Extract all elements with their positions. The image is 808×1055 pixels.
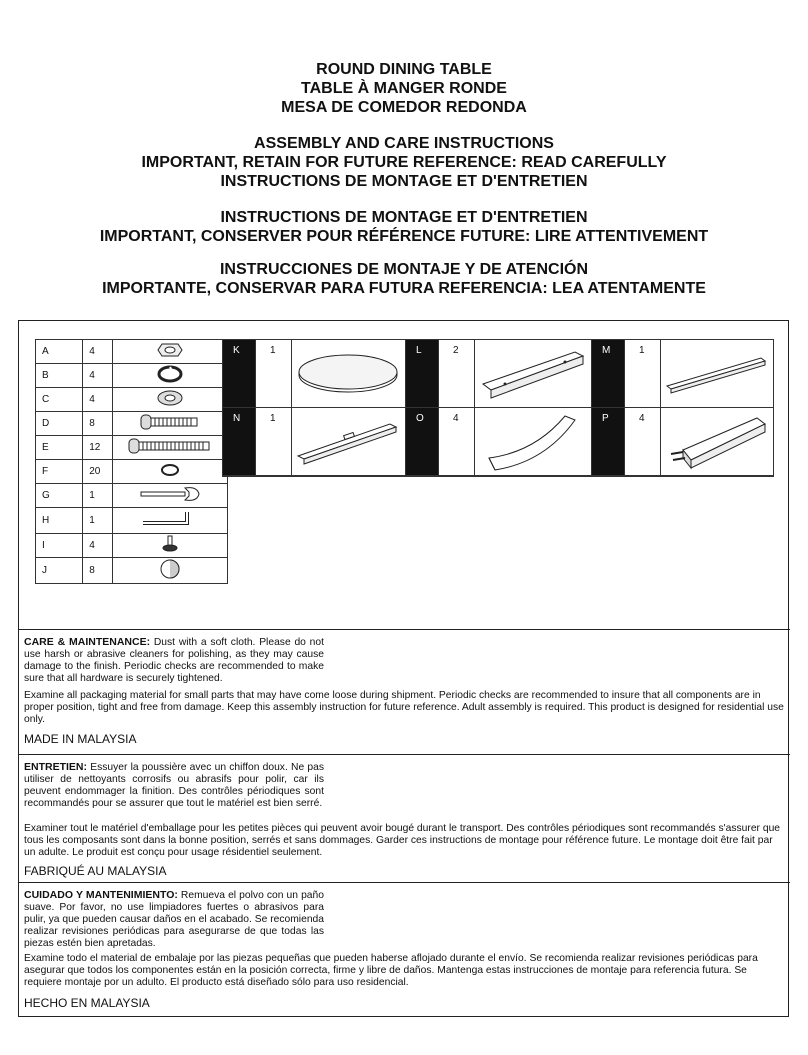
- hardware-letter: F: [36, 460, 83, 484]
- title-es: MESA DE COMEDOR REDONDA: [281, 99, 527, 116]
- origin-es: HECHO EN MALAYSIA: [24, 996, 150, 1010]
- care-text-es: Remueva el polvo con un paño suave. Por favor, no use limpiadores fuertes o abrasivos para pulir, ya que pueden causar daños en el acabado. Se recomienda realizar revisiones periódicas para asegurarse de que todas las piezas estén bien apretadas.: [24, 890, 324, 949]
- hardware-letter: C: [36, 388, 83, 412]
- lock-washer-icon: [155, 364, 185, 384]
- care-text-fr: Essuyer la poussière avec un chiffon doux. Ne pas utiliser de nettoyants corrosifs ou abrasifs pour polir, car ils peuvent endommager la finition. Des contrôles périodiques sont recommandés pour se assurer que tout le matériel est bien serré.: [24, 762, 324, 809]
- instructions-frame: [18, 320, 789, 1017]
- hardware-letter: E: [36, 436, 83, 460]
- part-qty: 4: [639, 413, 645, 424]
- part-letter: O: [416, 413, 424, 424]
- origin-en: MADE IN MALAYSIA: [24, 732, 137, 746]
- curved-bracket-icon: [475, 408, 590, 474]
- parts-grid: [222, 339, 774, 477]
- hardware-table: [35, 339, 228, 584]
- hex-nut-icon: [155, 340, 185, 360]
- center-brace-icon: [292, 408, 404, 474]
- care-section-fr: [19, 754, 790, 882]
- care-lead-es: [24, 889, 324, 950]
- title-fr: TABLE À MANGER RONDE: [301, 80, 507, 97]
- hardware-letter: I: [36, 534, 83, 558]
- part-qty-cell: [439, 408, 475, 476]
- part-letter-cell: [406, 340, 439, 408]
- hardware-letter: D: [36, 412, 83, 436]
- care-text-en: Dust with a soft cloth. Please do not use harsh or abrasive cleaners for polishing, as they may cause damage to the finish. Periodic checks are recommended to make sure that all hardware is securely tightened.: [24, 637, 324, 684]
- flat-washer-icon: [155, 388, 185, 408]
- part-image-cell: [661, 340, 773, 408]
- hardware-letter: B: [36, 364, 83, 388]
- part-qty-cell: [625, 340, 661, 408]
- part-qty: 1: [270, 413, 276, 424]
- part-qty: 2: [453, 345, 459, 356]
- part-image-cell: [292, 408, 406, 476]
- small-washer-icon: [155, 460, 185, 480]
- care-lead-fr: [24, 761, 324, 810]
- assembly-heading-en: ASSEMBLY AND CARE INSTRUCTIONS: [254, 135, 554, 152]
- wrench-icon: [135, 484, 205, 504]
- hardware-qty: 1: [83, 508, 113, 534]
- care-body-fr: Examiner tout le matériel d'emballage pour les petites pièces qui peuvent avoir bougé durant le transport. Des contrôles périodiques sont recommandés s'assurer que tous les composants sont dans la bonne position, serrés et sans dommages. Garder ces instructions de montage pour référence future. Le montage doit être fait par un adulte. Le produit est conçu pour usage résidentiel seulement.: [24, 823, 781, 858]
- hardware-qty: 8: [83, 412, 113, 436]
- part-qty: 1: [639, 345, 645, 356]
- long-bolt-icon: [125, 436, 215, 456]
- part-image-cell: [475, 340, 592, 408]
- part-image-cell: [661, 408, 773, 476]
- part-letter: L: [416, 345, 422, 356]
- assembly-heading-fr-2: INSTRUCTIONS DE MONTAGE ET D'ENTRETIEN: [220, 209, 588, 226]
- allen-key-icon: [135, 508, 205, 530]
- part-letter-cell: [592, 408, 625, 476]
- assembly-heading-fr-1: INSTRUCTIONS DE MONTAGE ET D'ENTRETIEN: [220, 173, 588, 190]
- care-label-es: CUIDADO Y MANTENIMIENTO:: [24, 889, 178, 901]
- part-letter-cell: [223, 340, 256, 408]
- hardware-row: [36, 436, 228, 460]
- part-letter-cell: [223, 408, 256, 476]
- round-tabletop-icon: [292, 340, 404, 406]
- care-section-es: [19, 882, 790, 1016]
- hardware-letter: G: [36, 484, 83, 508]
- part-image-cell: [292, 340, 406, 408]
- table-leg-icon: [661, 408, 771, 474]
- part-letter-cell: [406, 408, 439, 476]
- hardware-row: [36, 508, 228, 534]
- care-body-en: Examine all packaging material for small parts that may have come loose during shipment. Periodic checks are recommended to insure that all components are in proper position, tight and free from damage. Keep this assembly instruction for future reference. Adult assembly is required. This product is designed for residential use only.: [24, 690, 784, 725]
- hardware-row: [36, 412, 228, 436]
- hardware-qty: 12: [83, 436, 113, 460]
- part-image-cell: [475, 408, 592, 476]
- short-bolt-icon: [135, 412, 205, 432]
- hardware-row: [36, 484, 228, 508]
- hardware-letter: H: [36, 508, 83, 534]
- hardware-row: [36, 364, 228, 388]
- hardware-qty: 1: [83, 484, 113, 508]
- part-qty: 4: [453, 413, 459, 424]
- metal-rail-icon: [475, 340, 590, 406]
- hardware-row: [36, 534, 228, 558]
- hardware-qty: 4: [83, 364, 113, 388]
- part-qty: 1: [270, 345, 276, 356]
- hardware-qty: 4: [83, 534, 113, 558]
- part-letter: M: [602, 345, 611, 356]
- hardware-qty: 4: [83, 388, 113, 412]
- document-header: [0, 60, 808, 298]
- hardware-row: [36, 558, 228, 584]
- care-section-en: [19, 629, 790, 754]
- care-body-es: Examine todo el material de embalaje por las piezas pequeñas que pueden haberse aflojado durante el envío. Se recomienda realizar revisiones periódicas para asegurar que todos los componentes están en la posición correcta, firme y libre de daños. Mantenga estas instrucciones de montaje para referencia futura. Se requiere montaje por un adulto. El producto está diseñado sólo para uso residencial.: [24, 953, 758, 988]
- care-label-en: CARE & MAINTENANCE:: [24, 636, 151, 648]
- hardware-letter: J: [36, 558, 83, 584]
- part-letter: P: [602, 413, 609, 424]
- part-qty-cell: [625, 408, 661, 476]
- care-label-fr: ENTRETIEN:: [24, 761, 87, 773]
- retain-notice-en: IMPORTANT, RETAIN FOR FUTURE REFERENCE: READ CAREFULLY: [141, 154, 667, 171]
- part-letter-cell: [592, 340, 625, 408]
- hardware-row: [36, 388, 228, 412]
- retain-notice-fr: IMPORTANT, CONSERVER POUR RÉFÉRENCE FUTURE: LIRE ATTENTIVEMENT: [99, 228, 709, 245]
- felt-pad-icon: [155, 558, 185, 580]
- hardware-row: [36, 340, 228, 364]
- long-brace-icon: [661, 340, 771, 406]
- care-lead-en: [24, 636, 324, 685]
- part-letter: N: [233, 413, 241, 424]
- part-qty-cell: [256, 408, 292, 476]
- title-en: ROUND DINING TABLE: [316, 61, 492, 78]
- hardware-qty: 8: [83, 558, 113, 584]
- assembly-heading-es: INSTRUCCIONES DE MONTAJE Y DE ATENCIÓN: [219, 261, 589, 278]
- part-qty-cell: [256, 340, 292, 408]
- part-letter: K: [233, 345, 240, 356]
- hardware-letter: A: [36, 340, 83, 364]
- part-qty-cell: [439, 340, 475, 408]
- hardware-qty: 4: [83, 340, 113, 364]
- retain-notice-es: IMPORTANTE, CONSERVAR PARA FUTURA REFERENCIA: LEA ATENTAMENTE: [102, 280, 706, 297]
- leveler-foot-icon: [155, 534, 185, 554]
- hardware-qty: 20: [83, 460, 113, 484]
- origin-fr: FABRIQUÉ AU MALAYSIA: [24, 864, 167, 878]
- hardware-row: [36, 460, 228, 484]
